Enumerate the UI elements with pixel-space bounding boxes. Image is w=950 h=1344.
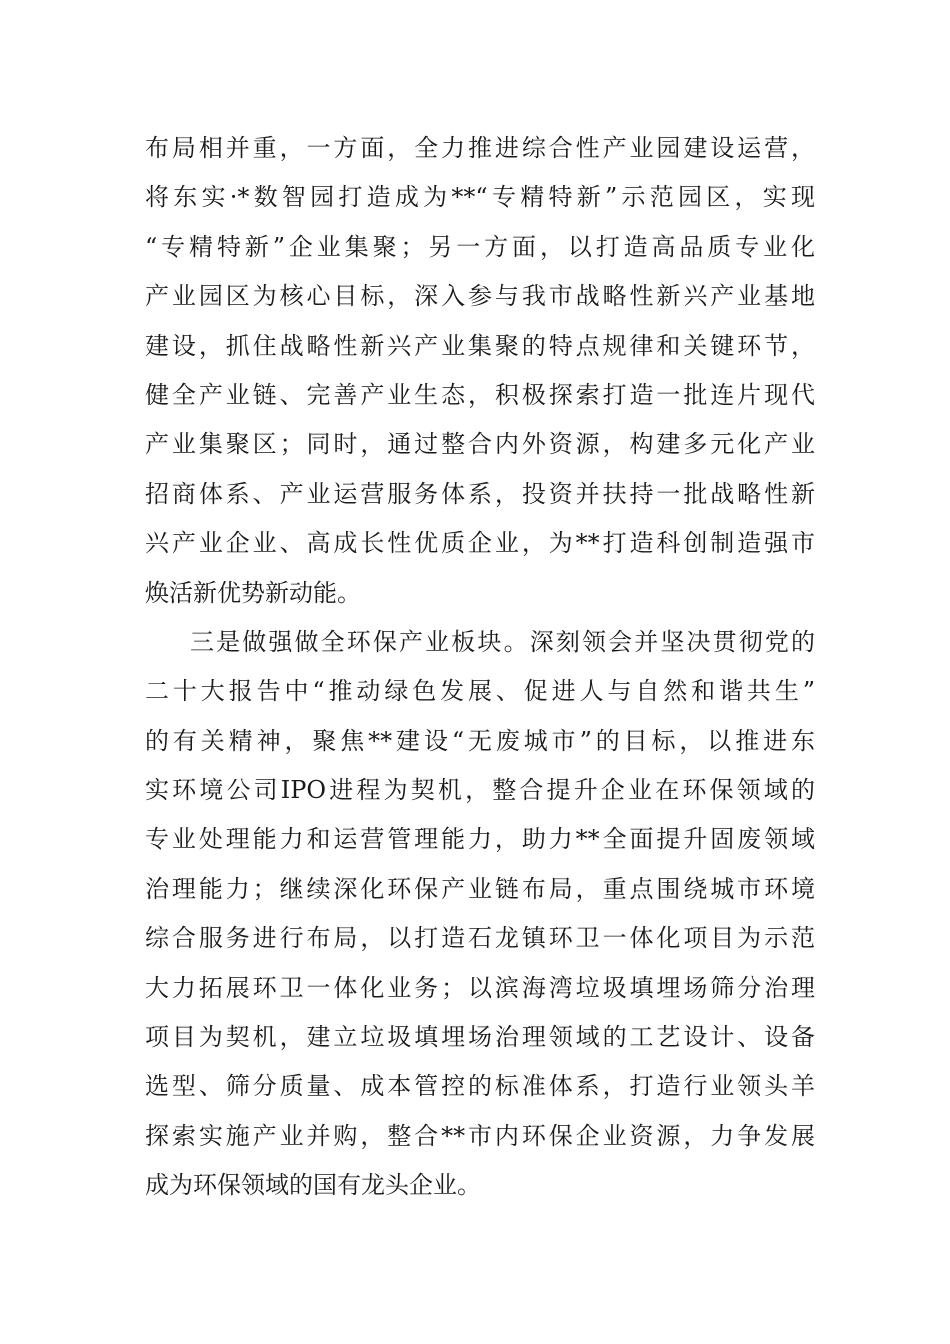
text-line: 探索实施产业并购，整合**市内环保企业资源，力争发展	[145, 1121, 815, 1150]
text-line: 兴产业企业、高成长性优质企业，为**打造科创制造强市	[145, 529, 815, 558]
paragraph-environmental-industry	[145, 618, 815, 1211]
text-line: 三是做强做全环保产业板块。深刻领会并坚决贯彻党的	[190, 627, 815, 656]
text-line: 专业处理能力和运营管理能力，助力**全面提升固废领域	[145, 825, 815, 854]
text-line: 产业园区为核心目标，深入参与我市战略性新兴产业基地	[145, 282, 815, 311]
text-line: 建设，抓住战略性新兴产业集聚的特点规律和关键环节，	[145, 331, 815, 360]
text-line: 大力拓展环卫一体化业务；以滨海湾垃圾填埋场筛分治理	[145, 973, 815, 1002]
text-line: 综合服务进行布局，以打造石龙镇环卫一体化项目为示范	[145, 924, 815, 953]
text-line: 选型、筛分质量、成本管控的标准体系，打造行业领头羊	[145, 1072, 815, 1101]
text-line: 项目为契机，建立垃圾填埋场治理领域的工艺设计、设备	[145, 1023, 815, 1052]
text-line: 的有关精神，聚焦**建设“无废城市”的目标，以推进东	[145, 726, 815, 755]
text-line: 将东实·*数智园打造成为**“专精特新”示范园区，实现	[145, 183, 815, 212]
text-line: 布局相并重，一方面，全力推进综合性产业园建设运营，	[145, 134, 815, 162]
text-line: 二十大报告中“推动绿色发展、促进人与自然和谐共生”	[145, 677, 815, 706]
text-line: 治理能力；继续深化环保产业链布局，重点围绕城市环境	[145, 874, 815, 903]
text-line: 产业集聚区；同时，通过整合内外资源，构建多元化产业	[145, 430, 815, 459]
text-line: 成为环保领域的国有龙头企业。	[145, 1171, 481, 1200]
text-line: 招商体系、产业运营服务体系，投资并扶持一批战略性新	[145, 479, 815, 508]
text-line: “专精特新”企业集聚；另一方面，以打造高品质专业化	[145, 232, 815, 261]
document-body	[145, 124, 815, 1211]
text-line: 健全产业链、完善产业生态，积极探索打造一批连片现代	[145, 380, 815, 409]
text-line: 实环境公司IPO进程为契机，整合提升企业在环保领域的	[145, 776, 815, 805]
paragraph-industrial-park	[145, 124, 815, 618]
text-line: 焕活新优势新动能。	[145, 578, 361, 607]
